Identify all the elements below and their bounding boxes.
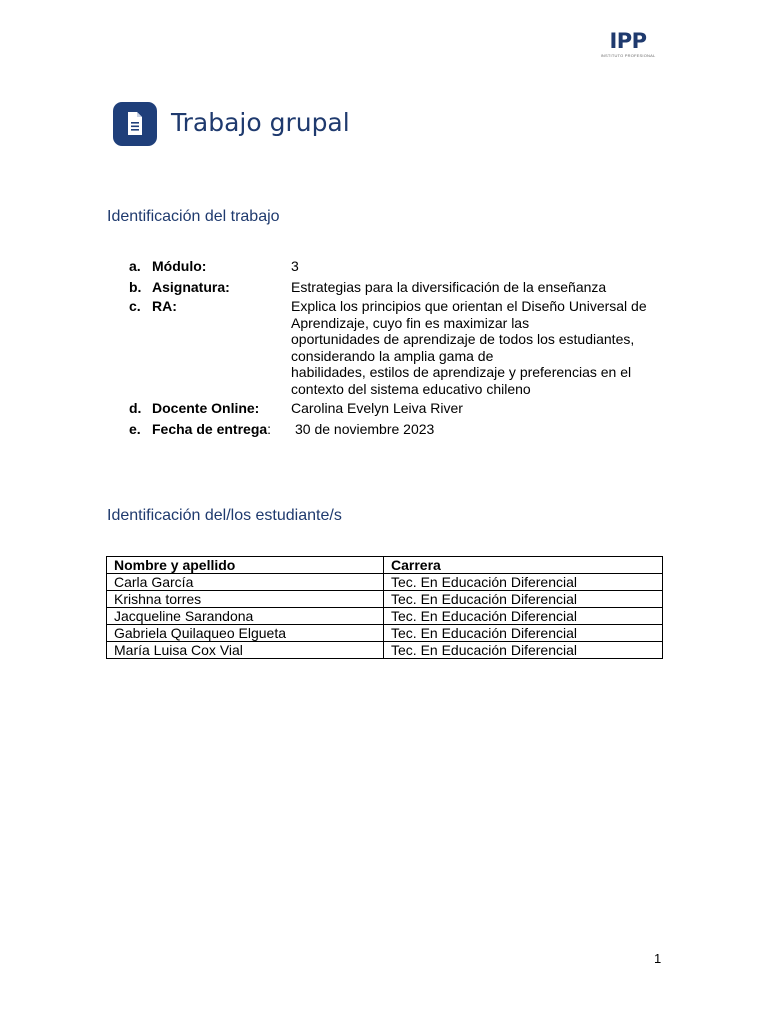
logo-subtitle: INSTITUTO PROFESIONAL bbox=[600, 53, 656, 58]
student-career: Tec. En Educación Diferencial bbox=[384, 642, 663, 659]
info-letter: b. bbox=[129, 279, 142, 295]
info-label: Asignatura: bbox=[152, 279, 230, 295]
section-heading-students: Identificación del/los estudiante/s bbox=[107, 507, 342, 524]
info-label: RA: bbox=[152, 298, 177, 314]
column-header-name: Nombre y apellido bbox=[107, 557, 384, 574]
ra-line: oportunidades de aprendizaje de todos los estudiantes, bbox=[291, 331, 635, 347]
student-career: Tec. En Educación Diferencial bbox=[384, 625, 663, 642]
student-career: Tec. En Educación Diferencial bbox=[384, 608, 663, 625]
student-name: María Luisa Cox Vial bbox=[107, 642, 384, 659]
info-value: Carolina Evelyn Leiva River bbox=[291, 400, 463, 416]
student-career: Tec. En Educación Diferencial bbox=[384, 591, 663, 608]
ipp-logo bbox=[598, 30, 658, 58]
info-letter: d. bbox=[129, 400, 142, 416]
ra-line: Explica los principios que orientan el Diseño Universal de bbox=[291, 298, 647, 314]
table-row bbox=[107, 608, 663, 625]
page-number: 1 bbox=[654, 951, 662, 966]
table-row bbox=[107, 574, 663, 591]
logo-text: IPP bbox=[609, 29, 647, 53]
table-row bbox=[107, 591, 663, 608]
info-value: 30 de noviembre 2023 bbox=[295, 421, 435, 437]
document-icon bbox=[113, 102, 157, 146]
table-row bbox=[107, 642, 663, 659]
info-value: Estrategias para la diversificación de la enseñanza bbox=[291, 279, 607, 295]
table-row bbox=[107, 625, 663, 642]
info-letter: c. bbox=[129, 298, 141, 314]
column-header-career: Carrera bbox=[384, 557, 663, 574]
info-label-suffix: : bbox=[267, 421, 272, 437]
ra-line: Aprendizaje, cuyo fin es maximizar las bbox=[291, 314, 530, 331]
info-letter: e. bbox=[129, 421, 141, 437]
info-letter: a. bbox=[129, 258, 141, 274]
ra-line: contexto del sistema educativo chileno bbox=[291, 380, 531, 397]
ra-line: habilidades, estilos de aprendizaje y preferencias en el bbox=[291, 364, 632, 380]
student-career: Tec. En Educación Diferencial bbox=[384, 574, 663, 591]
info-label: Docente Online: bbox=[152, 400, 260, 416]
student-name: Carla García bbox=[107, 574, 384, 591]
info-label: Módulo: bbox=[152, 258, 207, 274]
student-name: Jacqueline Sarandona bbox=[107, 608, 384, 625]
page-title: Trabajo grupal bbox=[171, 108, 350, 137]
info-value-ra bbox=[291, 298, 661, 397]
student-name: Krishna torres bbox=[107, 591, 384, 608]
ra-line: considerando la amplia gama de bbox=[291, 347, 494, 364]
students-table bbox=[106, 556, 663, 659]
table-header-row bbox=[107, 557, 663, 574]
info-label-fecha bbox=[152, 421, 271, 438]
info-value: 3 bbox=[291, 258, 299, 274]
info-label: Fecha de entrega bbox=[152, 421, 268, 437]
section-heading-work: Identificación del trabajo bbox=[107, 208, 280, 225]
student-name: Gabriela Quilaqueo Elgueta bbox=[107, 625, 384, 642]
